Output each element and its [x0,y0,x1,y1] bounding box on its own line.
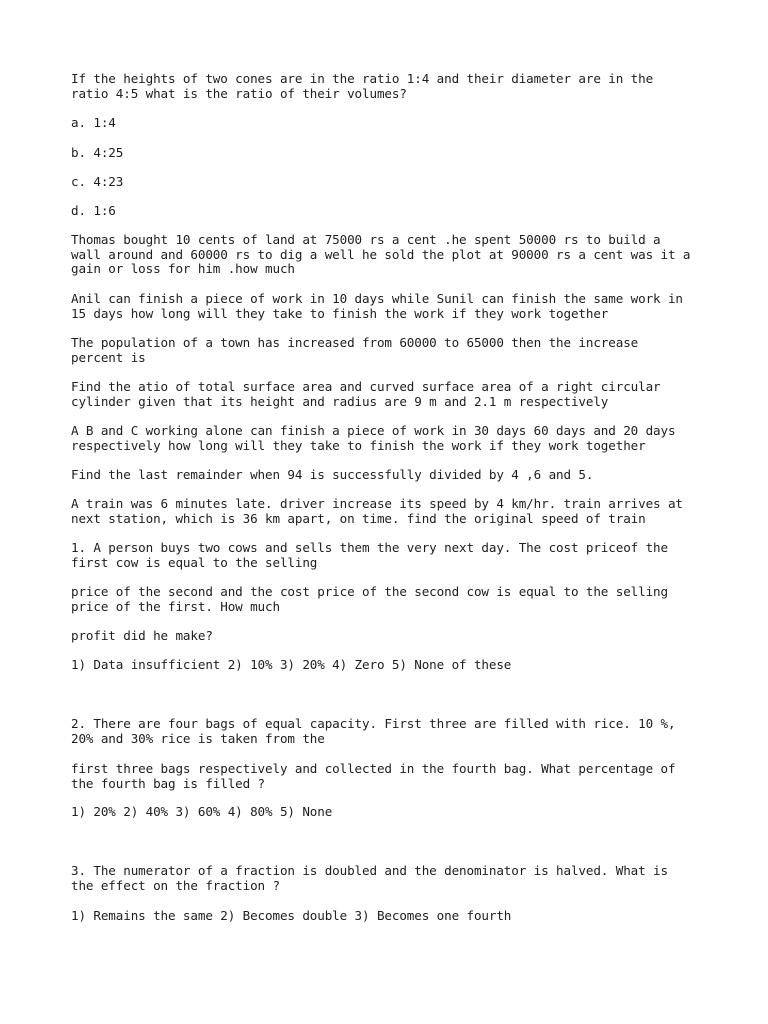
question-train: A train was 6 minutes late. driver increase its speed by 4 km/hr. train arrives at next station, which is 36 km apart, on time. find the original speed of train [71,496,683,526]
option-a: a. 1:4 [71,115,116,130]
question-bags-part2: first three bags respectively and collected in the fourth bag. What percentage of the fourth bag is filled ? [71,761,676,791]
question-cows-part3: profit did he make? [71,628,213,643]
question-anil-sunil: Anil can finish a piece of work in 10 days while Sunil can finish the same work in 15 days how long will they take to finish the work if they work together [71,291,683,321]
options-bags: 1) 20% 2) 40% 3) 60% 4) 80% 5) None [71,804,333,819]
question-cylinder: Find the atio of total surface area and curved surface area of a right circular cylinder given that its height and radius are 9 m and 2.1 m respectively [71,379,661,409]
option-c: c. 4:23 [71,174,124,189]
options-cows: 1) Data insufficient 2) 10% 3) 20% 4) Zero 5) None of these [71,657,512,672]
question-abc-work: A B and C working alone can finish a piece of work in 30 days 60 days and 20 days respectively how long will they take to finish the work if they work together [71,423,676,453]
question-cows-part1: 1. A person buys two cows and sells them the very next day. The cost priceof the first cow is equal to the selling [71,540,668,570]
question-remainder: Find the last remainder when 94 is successfully divided by 4 ,6 and 5. [71,467,594,482]
question-bags-part1: 2. There are four bags of equal capacity. First three are filled with rice. 10 %, 20% and 30% rice is taken from the [71,716,676,746]
question-cones-ratio: If the heights of two cones are in the ratio 1:4 and their diameter are in the ratio 4:5 what is the ratio of their volumes? [71,71,654,101]
options-fraction: 1) Remains the same 2) Becomes double 3) Becomes one fourth [71,908,512,923]
question-cows-part2: price of the second and the cost price of the second cow is equal to the selling price of the first. How much [71,584,668,614]
question-population: The population of a town has increased from 60000 to 65000 then the increase percent is [71,335,639,365]
question-fraction: 3. The numerator of a fraction is doubled and the denominator is halved. What is the effect on the fraction ? [71,863,668,893]
option-b: b. 4:25 [71,145,124,160]
question-thomas-land: Thomas bought 10 cents of land at 75000 rs a cent .he spent 50000 rs to build a wall around and 60000 rs to dig a well he sold the plot at 90000 rs a cent was it a gain or loss for him .how much [71,232,691,277]
option-d: d. 1:6 [71,203,116,218]
